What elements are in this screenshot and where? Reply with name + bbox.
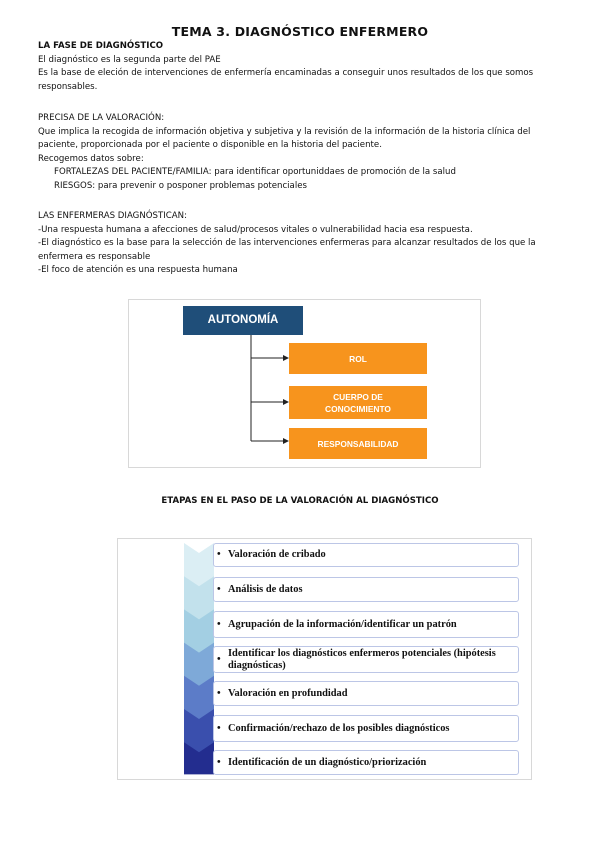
- etapa-step: • Valoración en profundidad: [213, 681, 519, 706]
- valoracion-heading: PRECISA DE LA VALORACIÓN:: [38, 113, 165, 123]
- etapa-step: • Identificación de un diagnóstico/priorización: [213, 750, 519, 775]
- autonomia-diagram: [128, 299, 481, 468]
- fase-line: El diagnóstico es la segunda parte del PAE: [38, 54, 221, 65]
- section-fase: [38, 40, 566, 94]
- etapas-title: ETAPAS EN EL PASO DE LA VALORACIÓN AL DIAGNÓSTICO: [161, 496, 439, 506]
- page-title: TEMA 3. DIAGNÓSTICO ENFERMERO: [171, 24, 429, 39]
- autonomia-item-cuerpo: CUERPO DE CONOCIMIENTO: [289, 386, 427, 419]
- valoracion-line: Que implica la recogida de información objetiva y subjetiva y la revisión de la información de la historia clínica del: [38, 126, 531, 137]
- autonomia-item-rol: ROL: [289, 343, 427, 374]
- etapa-step: • Agrupación de la información/identificar un patrón: [213, 611, 519, 638]
- enfermeras-line: enfermera es responsable: [38, 251, 151, 262]
- valoracion-item: RIESGOS: para prevenir o posponer problemas potenciales: [54, 180, 307, 191]
- enfermeras-heading: LAS ENFERMERAS DIAGNÓSTICAN:: [38, 211, 187, 221]
- enfermeras-line: -Una respuesta humana a afecciones de salud/procesos vitales o vulnerabilidad hacia esa respuesta.: [38, 224, 473, 235]
- etapa-step: • Confirmación/rechazo de los posibles diagnósticos: [213, 715, 519, 742]
- valoracion-line: Recogemos datos sobre:: [38, 153, 144, 164]
- etapa-step: • Valoración de cribado: [213, 543, 519, 567]
- enfermeras-line: -El diagnóstico es la base para la selección de las intervenciones enfermeras para alcanzar resultados de los que la: [38, 238, 536, 249]
- valoracion-item: FORTALEZAS DEL PACIENTE/FAMILIA: para identificar oportuniddaes de promoción de la salud: [54, 167, 456, 178]
- fase-line: Es la base de eleción de intervenciones de enfermería encaminadas a conseguir unos resultados de los que somos: [38, 68, 534, 79]
- section-enfermeras: [38, 210, 566, 278]
- valoracion-line: paciente, proporcionada por el paciente o disponible en la historia del paciente.: [38, 140, 382, 151]
- etapa-step: • Análisis de datos: [213, 577, 519, 602]
- etapa-step: • Identificar los diagnósticos enfermeros potenciales (hipótesis diagnósticas): [213, 646, 519, 673]
- fase-heading: LA FASE DE DIAGNÓSTICO: [38, 41, 164, 51]
- autonomia-item-responsabilidad: RESPONSABILIDAD: [289, 428, 427, 459]
- section-valoracion: [38, 112, 566, 194]
- enfermeras-line: -El foco de atención es una respuesta humana: [38, 265, 238, 276]
- etapas-diagram: [117, 538, 532, 780]
- fase-line: responsables.: [38, 81, 98, 92]
- autonomia-head: AUTONOMÍA: [183, 306, 303, 335]
